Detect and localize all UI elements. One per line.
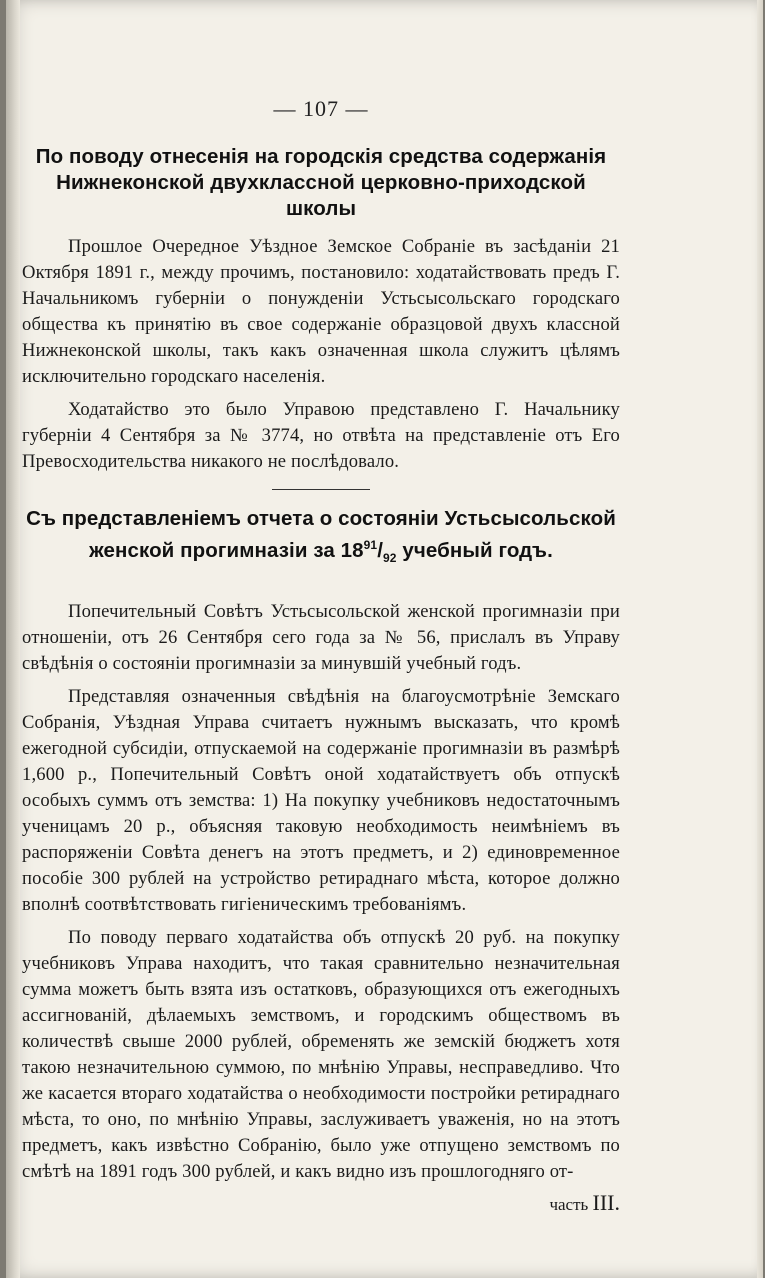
section2-heading-tail: учебный годъ. (396, 538, 553, 562)
section2-heading-year-sup: 91 (363, 538, 378, 552)
signature-numeral: III. (592, 1189, 620, 1215)
document-page (6, 0, 763, 1278)
section2-heading: Съ представленіемъ отчета о состояніи Устьсысольской женской прогимназіи за $18^{91}/_{92}$ учебный годъ. (26, 507, 616, 565)
signature-label: часть (549, 1194, 589, 1214)
section2-heading-text: Съ представленіемъ отчета о состояніи Устьсысольской женской прогимназіи за 18 (26, 507, 616, 562)
section2-paragraph-1: Попечительный Совѣтъ Устьсысольской женской прогимназіи при отношеніи, отъ 26 Сентября сего года за № 56, прислалъ въ Управу свѣдѣнія о состояніи прогимназіи за минувшій учебный годъ. (22, 600, 620, 674)
section1-paragraph-1: Прошлое Очередное Уѣздное Земское Собраніе въ засѣданіи 21 Октября 1891 г., между прочимъ, постановило: ходатайствовать предъ Г. Начальникомъ губерніи о понужденіи Устьсысольскаго городскаго общества къ принятію въ свое содержаніе образцовой двухъ классной Нижнеконской школы, такъ какъ означенная школа служитъ цѣлямъ исключительно городскаго населенія. (22, 236, 620, 387)
section2-paragraph-3: По поводу перваго ходатайства объ отпускѣ 20 руб. на покупку учебниковъ Управа находитъ, что такая сравнительно незначительная сумма можетъ быть взята изъ остатковъ, образующихся отъ ежегодныхъ ассигнованій, дѣлаемыхъ земствомъ, и городскимъ обществомъ въ количествѣ свыше 2000 рублей, обременять же земскій бюджетъ хотя такою незначительною суммою, по мнѣнію Управы, несправедливо. Что же касается втораго ходатайства о необходимости постройки ретираднаго мѣста, то оно, по мнѣнію Управы, заслуживаетъ уваженія, но на этотъ предметъ, какъ извѣстно Собранію, было уже отпущено земствомъ по смѣтѣ на 1891 годъ 300 рублей, и какъ видно изъ прошлогодняго от- (22, 926, 620, 1182)
signature-mark (22, 1190, 620, 1216)
section-divider (272, 489, 370, 490)
section1-heading: По поводу отнесенія на городскія средства содержанія Нижнеконской двухклассной церковно-приходской школы (35, 145, 607, 220)
page-edge (757, 0, 763, 1278)
page-content (22, 96, 620, 1216)
page-number: — 107 — (273, 96, 369, 121)
section1-paragraph-2: Ходатайство это было Управою представлено Г. Начальнику губерніи 4 Сентября за № 3774, но отвѣта на представленіе отъ Его Превосходительства никакого не послѣдовало. (22, 399, 620, 472)
section2-heading-year-sub: 92 (383, 550, 397, 565)
page-gutter-shadow (6, 0, 20, 1278)
section2-paragraph-2: Представляя означенныя свѣдѣнія на благоусмотрѣніе Земскаго Собранія, Уѣздная Управа считаетъ нужнымъ высказать, что кромѣ ежегодной субсидіи, отпускаемой на содержаніе прогимназіи въ размѣрѣ 1,600 р., Попечительный Совѣтъ оной ходатайствуетъ объ отпускѣ особыхъ суммъ отъ земства: 1) На покупку учебниковъ недостаточнымъ ученицамъ 20 р., объясняя таковую необходимость неимѣніемъ въ распоряженіи Совѣта денегъ на этотъ предметъ, и 2) единовременное пособіе 300 рублей на устройство ретираднаго мѣста, которое должно вполнѣ соотвѣтствовать гигіеническимъ требованіямъ. (22, 685, 620, 915)
